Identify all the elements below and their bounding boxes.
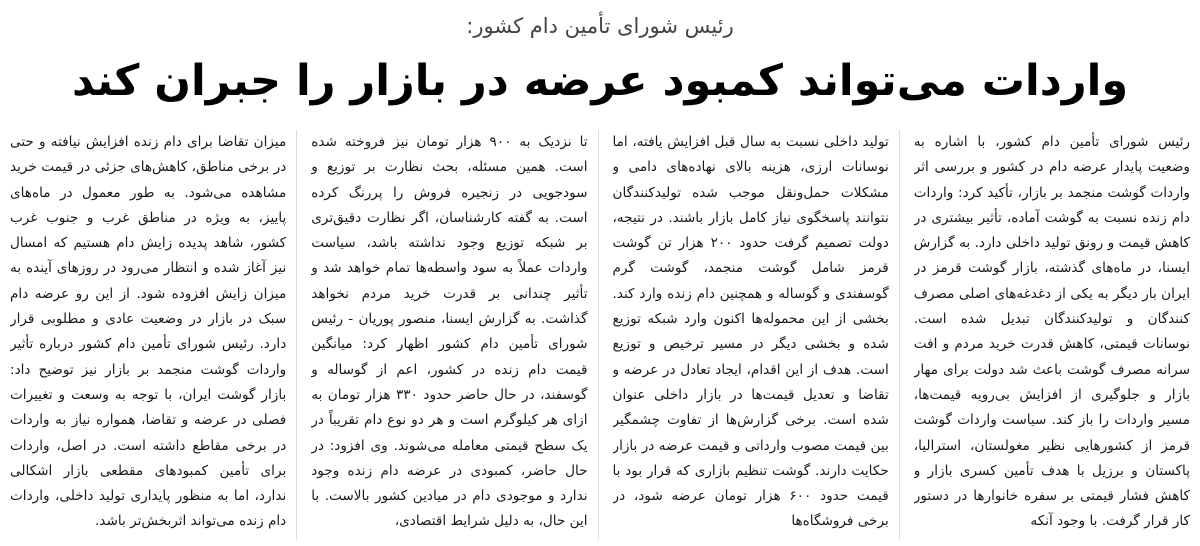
- article-column-3: تا نزدیک به ۹۰۰ هزار تومان نیز فروخته شده است. همین مسئله، بحث نظارت بر توزیع و سودجویی در زنجیره فروش را پررنگ کرده است. به گفته کارشناسان، اگر نظارت دقیق‌تری بر شبکه توزیع وجود نداشته باشد، سیاست واردات عملاً به سود واسطه‌ها تمام خواهد شد و تأثیر چندانی بر قدرت خرید مردم نخواهد گذاشت. به گزارش ایسنا، منصور پوریان - رئیس شورای تأمین دام کشور اظهار کرد: میانگین قیمت دام زنده در کشور، اعم از گوساله و گوسفند، در حال حاضر حدود ۳۳۰ هزار تومان به ازای هر کیلوگرم است و هر دو نوع دام تقریباً در یک سطح قیمتی معامله می‌شوند. وی افزود: در حال حاضر، کمبودی در عرضه دام زنده وجود ندارد و موجودی دام در میادین کشور بالاست. با این حال، به دلیل شرایط اقتصادی،: [311, 130, 598, 540]
- article-column-4: میزان تقاضا برای دام زنده افزایش نیافته و حتی در برخی مناطق، کاهش‌های جزئی در قیمت خرید مشاهده می‌شود. به طور معمول در ماه‌های پاییز، به ویژه در مناطق غرب و جنوب غرب کشور، شاهد پدیده زایش دام هستیم که امسال نیز آغاز شده و انتظار می‌رود در روزهای آینده به میزان زایش افزوده شود. از این رو عرضه دام سبک در بازار در وضعیت عادی و مطلوبی قرار دارد. رئیس شورای تأمین دام کشور درباره تأثیر واردات گوشت منجمد بر بازار نیز توضیح داد: بازار گوشت ایران، با توجه به وسعت و تغییرات فصلی در عرضه و تقاضا، همواره نیاز به واردات در برخی مقاطع داشته است. در اصل، واردات برای تأمین کمبودهای مقطعی بازار اشکالی ندارد، اما به منظور پایداری تولید داخلی، واردات دام زنده می‌تواند اثربخش‌تر باشد.: [10, 130, 297, 540]
- article-body: [10, 130, 1190, 540]
- article-headline: واردات می‌تواند کمبود عرضه در بازار را جبران کند: [71, 56, 1129, 106]
- article-column-2: تولید داخلی نسبت به سال قبل افزایش یافته، اما نوسانات ارزی، هزینه بالای نهاده‌های دامی و مشکلات حمل‌ونقل موجب شده تولیدکنندگان نتوانند پاسخگوی نیاز کامل بازار باشند. در نتیجه، دولت تصمیم گرفت حدود ۲۰۰ هزار تن گوشت قرمز شامل گوشت منجمد، گوشت گرم گوسفندی و گوساله و همچنین دام زنده وارد کند. بخشی از این محموله‌ها اکنون وارد شبکه توزیع شده و بخشی دیگر در مسیر ترخیص و توزیع است. هدف از این اقدام، ایجاد تعادل در عرضه و تقاضا و تعدیل قیمت‌ها در بازار داخلی عنوان شده است. برخی گزارش‌ها از تفاوت چشمگیر بین قیمت مصوب وارداتی و قیمت عرضه در بازار حکایت دارند. گوشت تنظیم بازاری که قرار بود با قیمت حدود ۶۰۰ هزار تومان عرضه شود، در برخی فروشگاه‌ها: [613, 130, 900, 540]
- article-kicker: رئیس شورای تأمین دام کشور:: [466, 14, 734, 38]
- article-column-1: رئیس شورای تأمین دام کشور، با اشاره به وضعیت پایدار عرضه دام در کشور و بررسی اثر واردات گوشت منجمد بر بازار، تأکید کرد: واردات دام زنده نسبت به گوشت آماده، تأثیر بیشتری در کاهش قیمت و رونق تولید داخلی دارد. به گزارش ایسنا، در ماه‌های گذشته، بازار گوشت قرمز در ایران بار دیگر به یکی از دغدغه‌های اصلی مصرف کنندگان و تولیدکنندگان تبدیل شده است. نوسانات قیمتی، کاهش قدرت خرید مردم و افت سرانه مصرف گوشت باعث شد دولت برای مهار بازار و جلوگیری از افزایش بی‌رویه قیمت‌ها، مسیر واردات را باز کند. سیاست واردات گوشت قرمز از کشورهایی نظیر مغولستان، استرالیا، پاکستان و برزیل با هدف تأمین کسری بازار و کاهش فشار قیمتی بر سفره خانوارها در دستور کار قرار گرفت. با وجود آنکه: [913, 134, 1190, 530]
